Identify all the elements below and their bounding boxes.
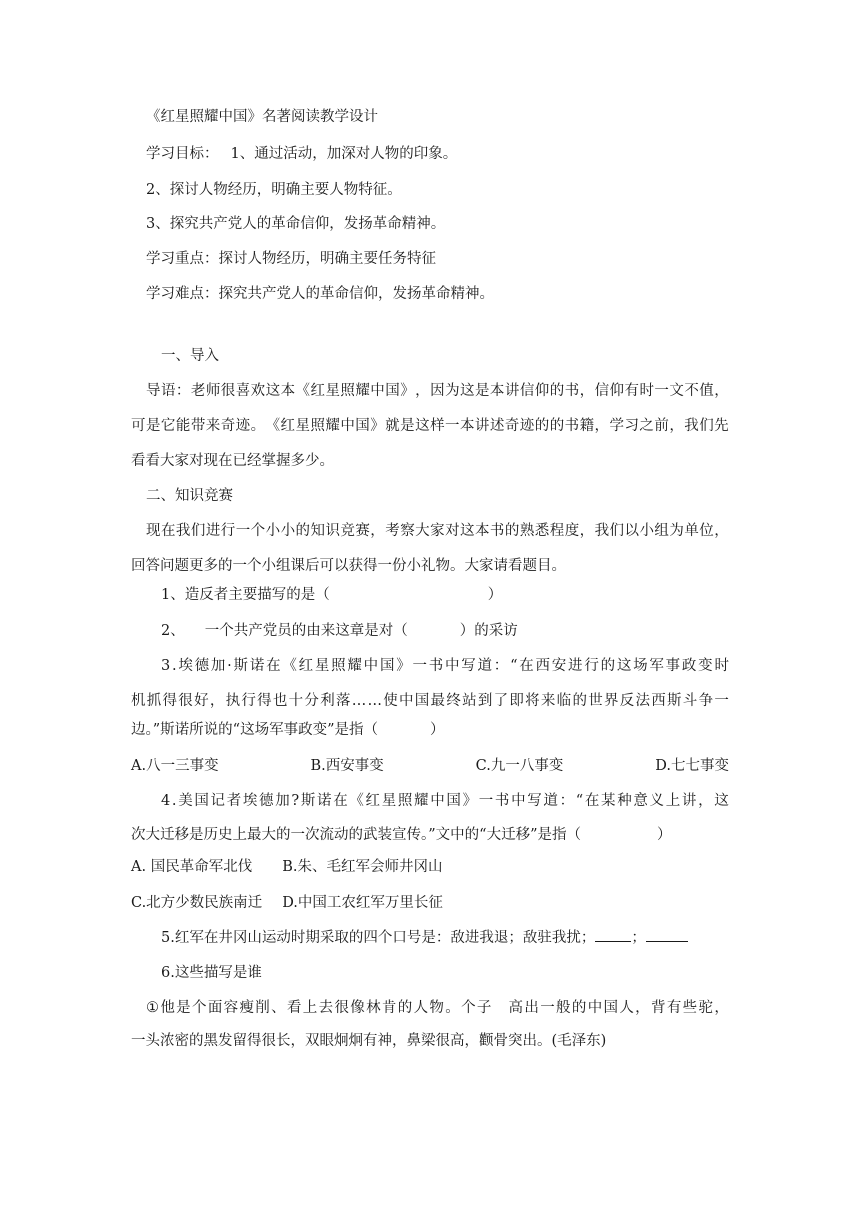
q3-line3-suffix: ） (430, 722, 445, 738)
q3-option-a[interactable]: A.八一三事变 (131, 758, 219, 774)
q2-suffix: ）的采访 (459, 623, 518, 639)
goal-2: 2、探讨人物经历，明确主要人物特征。 (146, 182, 402, 198)
quiz-intro-line-1: 现 在 我 们 进 行 一 个 小 小 的 知 识 竞 赛 ， 考 察 大 家 对 这 本 书 的 熟 悉 程 度 ， 我 们 以 小 组 为 单 位 ， (146, 523, 729, 539)
q4-option-b[interactable]: B.朱、毛红军会师井冈山 (282, 859, 443, 875)
difficulty: 学习难点：探究共产党人的革命信仰，发扬革命精神。 (146, 286, 494, 302)
q4-option-c[interactable]: C.北方少数民族南迁 (131, 895, 263, 911)
question-3-line-2: 机 抓 得 很 好 ， 执 行 得 也 十 分 利 落 … … 使 中 国 最 终 站 到 了 即 将 来 临 的 世 界 反 法 西 斯 斗 争 一 (131, 693, 729, 709)
question-1 (161, 584, 502, 606)
q1-suffix: ） (487, 587, 503, 603)
question-4-options-row-2 (131, 892, 443, 914)
question-2 (161, 620, 518, 642)
learning-goals (146, 143, 457, 165)
goals-label: 学习目标： (146, 146, 219, 162)
q4-line2-prefix: 次大迁移是历史上最大的一次流动的武装宣传。”文中的“大迁移”是指（ (131, 827, 581, 843)
q3-option-c[interactable]: C.九一八事变 (475, 758, 564, 774)
q5-answer-blank-2[interactable] (646, 927, 688, 942)
question-6-item-1-line-2: 一头浓密的黑发留得很长，双眼炯炯有神，鼻梁很高，颧骨突出。(毛泽东) (131, 1033, 607, 1049)
goal-3: 3、探究共产党人的革命信仰，发扬革命精神。 (146, 216, 446, 232)
question-4-line-2 (131, 824, 672, 846)
intro-paragraph-line-2: 可 是 它 能 带 来 奇 迹 。 《 红 星 照 耀 中 国 》 就 是 这 样 一 本 讲 述 奇 迹 的 的 书 籍 ， 学 习 之 前 ， 我 们 先 (131, 418, 729, 434)
q3-line3-prefix: 边。”斯诺所说的“这场军事政变”是指（ (131, 722, 378, 738)
q5-separator: ； (631, 930, 646, 946)
question-3-line-1: 3 . 埃 德 加 · 斯 诺 在 《 红 星 照 耀 中 国 》 一 书 中 写 道 ： “ 在 西 安 进 行 的 这 场 军 事 政 变 时 (161, 658, 729, 674)
q1-prefix: 1、造反者主要描写的是（ (161, 587, 330, 603)
intro-paragraph-line-1: 导 语 ： 老 师 很 喜 欢 这 本 《 红 星 照 耀 中 国 》 ， 因 为 这 是 本 讲 信 仰 的 书 ， 信 仰 有 时 一 文 不 值 ， (146, 383, 729, 399)
quiz-intro-line-2: 回答问题更多的一个小组课后可以获得一份小礼物。大家请看题目。 (131, 558, 566, 574)
question-4-line-1: 4 . 美 国 记 者 埃 德 加 ? 斯 诺 在 《 红 星 照 耀 中 国 》 一 书 中 写 道 ： “ 在 某 种 意 义 上 讲 ， 这 (161, 793, 729, 809)
q2-text: 一个共产党员的由来这章是对（ (204, 623, 408, 639)
key-point: 学习重点：探讨人物经历，明确主要任务特征 (146, 251, 436, 267)
q3-option-b[interactable]: B.西安事变 (310, 758, 384, 774)
q4-option-d[interactable]: D.中国工农红军万里长征 (282, 895, 443, 911)
q5-answer-blank-1[interactable] (595, 927, 631, 942)
question-4-options-row-1 (131, 856, 442, 878)
document-title: 《红星照耀中国》名著阅读教学设计 (146, 109, 378, 125)
goal-1: 1、通过活动，加深对人物的印象。 (230, 146, 458, 162)
question-6-item-1-line-1: ① 他 是 个 面 容 瘦 削 、 看 上 去 很 像 林 肯 的 人 物 。 个 子 高 出 一 般 的 中 国 人 ， 背 有 些 驼 ， (146, 1000, 729, 1016)
q5-prefix: 5.红军在井冈山运动时期采取的四个口号是：敌进我退；敌驻我扰； (161, 930, 596, 946)
question-5 (161, 927, 688, 949)
q2-number: 2、 (161, 623, 185, 639)
q4-option-a[interactable]: A. 国民革命军北伐 (131, 859, 253, 875)
section-heading-intro: 一、导入 (161, 348, 219, 364)
question-3-options (131, 755, 729, 777)
q4-line2-suffix: ） (657, 827, 672, 843)
section-heading-quiz: 二、知识竞赛 (146, 488, 233, 504)
q3-option-d[interactable]: D.七七事变 (655, 758, 729, 774)
question-3-line-3 (131, 719, 445, 741)
question-6-heading: 6.这些描写是谁 (161, 965, 262, 981)
intro-paragraph-line-3: 看看大家对现在已经掌握多少。 (131, 453, 334, 469)
